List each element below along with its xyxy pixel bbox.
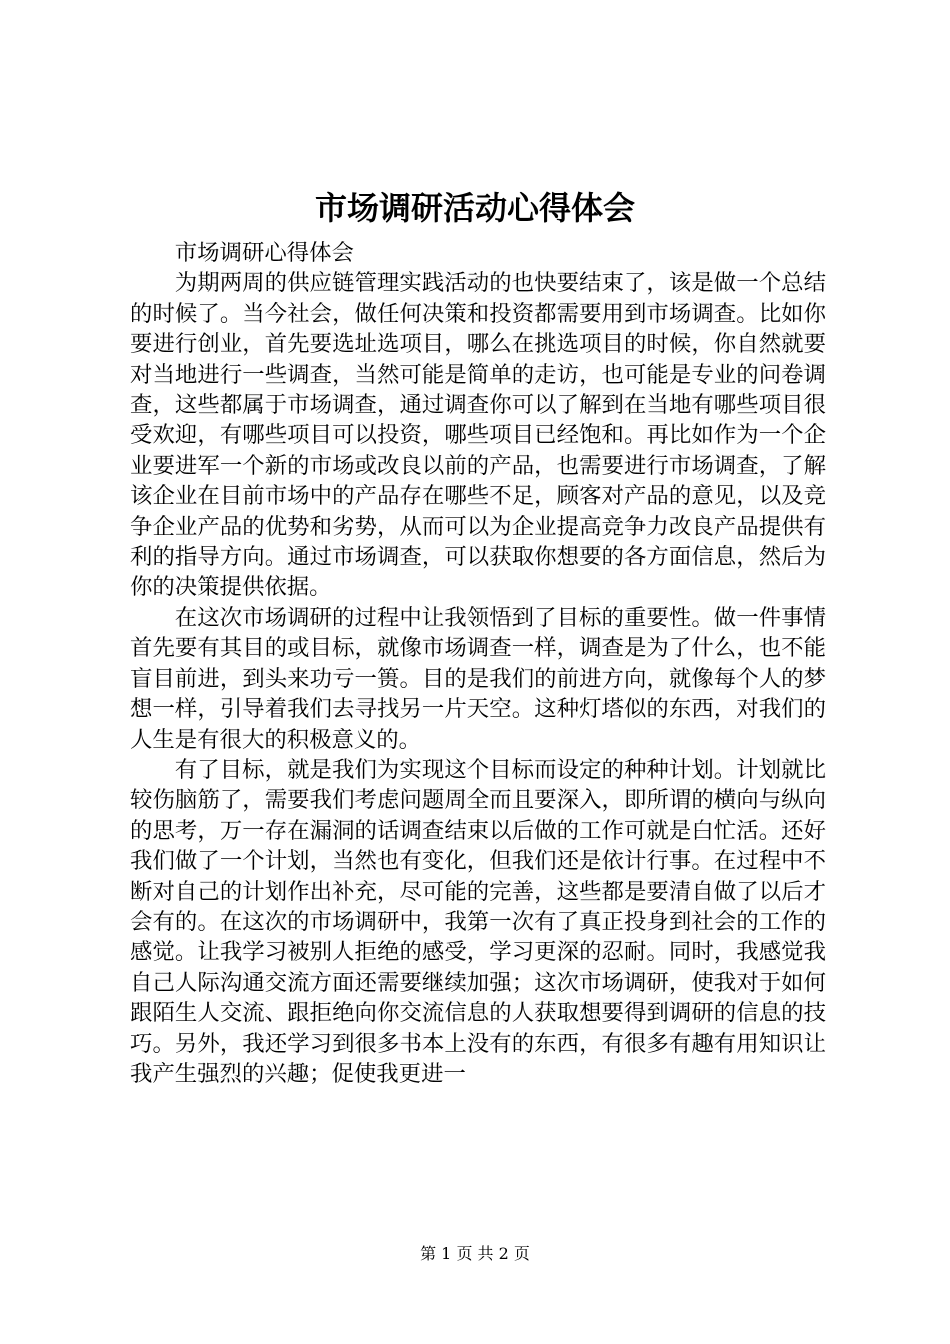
- page-number-footer: 第 1 页 共 2 页: [420, 1244, 530, 1263]
- document-body: [130, 238, 826, 1089]
- document-title: 市场调研活动心得体会: [314, 189, 635, 227]
- body-paragraph: 为期两周的供应链管理实践活动的也快要结束了，该是做一个总结的时候了。当今社会，做任何决策和投资都需要用到市场调查。比如你要进行创业，首先要选址选项目，哪么在挑选项目的时候，你自然就要对当地进行一些调查，当然可能是简单的走访，也可能是专业的问卷调查，这些都属于市场调查，通过调查你可以了解到在当地有哪些项目很受欢迎，有哪些项目可以投资，哪些项目已经饱和。再比如作为一个企业要进军一个新的市场或改良以前的产品，也需要进行市场调查，了解该企业在目前市场中的产品存在哪些不足，顾客对产品的意见，以及竞争企业产品的优势和劣势，从而可以为企业提高竞争力改良产品提供有利的指导方向。通过市场调查，可以获取你想要的各方面信息，然后为你的决策提供依据。: [130, 270, 826, 601]
- subtitle-paragraph: 市场调研心得体会: [174, 240, 354, 266]
- body-paragraph: 有了目标，就是我们为实现这个目标而设定的种种计划。计划就比较伤脑筋了，需要我们考虑问题周全而且要深入，即所谓的横向与纵向的思考，万一存在漏洞的话调查结束以后做的工作可就是白忙活。还好我们做了一个计划，当然也有变化，但我们还是依计行事。在过程中不断对自己的计划作出补充，尽可能的完善，这些都是要清自做了以后才会有的。在这次的市场调研中，我第一次有了真正投身到社会的工作的感觉。让我学习被别人拒绝的感受，学习更深的忍耐。同时，我感觉我自己人际沟通交流方面还需要继续加强；这次市场调研，使我对于如何跟陌生人交流、跟拒绝向你交流信息的人获取想要得到调研的信息的技巧。另外，我还学习到很多书本上没有的东西，有很多有趣有用知识让我产生强烈的兴趣；促使我更进一: [130, 756, 826, 1087]
- body-paragraph: 在这次市场调研的过程中让我领悟到了目标的重要性。做一件事情首先要有其目的或目标，就像市场调查一样，调查是为了什么，也不能盲目前进，到头来功亏一篑。目的是我们的前进方向，就像每个人的梦想一样，引导着我们去寻找另一片天空。这种灯塔似的东西，对我们的人生是有很大的积极意义的。: [130, 604, 826, 753]
